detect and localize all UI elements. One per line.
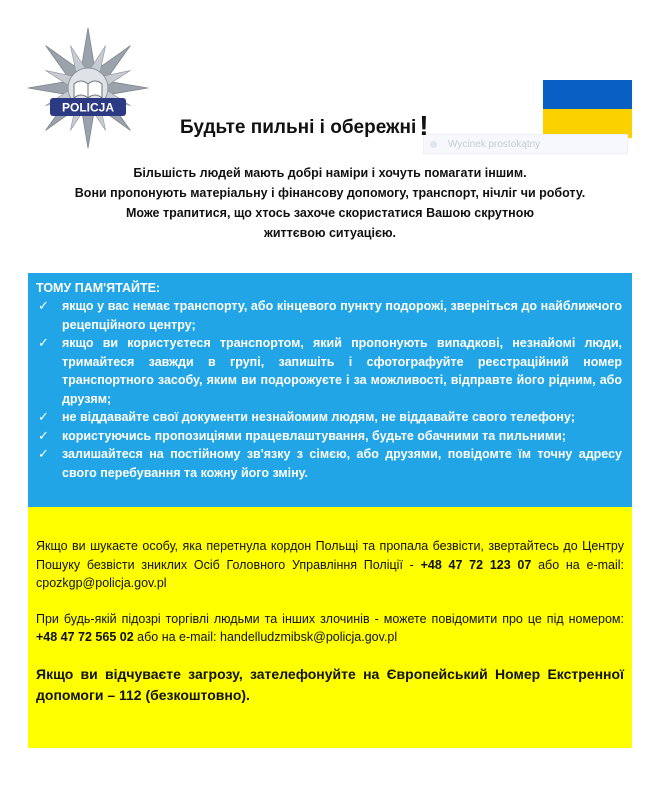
emergency-paragraph: Якщо ви відчуваєте загрозу, зателефонуйте на Європейський Номер Екстренної допомоги – 112 (безкоштовно). bbox=[36, 665, 624, 703]
headline-text: Будьте пильні і обережні bbox=[180, 117, 417, 138]
intro-line: Може трапитися, що хтось захоче скористатися Вашою скрутною життєвою ситуацією. bbox=[125, 206, 535, 240]
intro-line: Вони пропонують матеріальну і фінансову допомогу, транспорт, нічліг чи роботу. bbox=[74, 186, 586, 200]
checkmark-icon: ✓ bbox=[38, 427, 49, 443]
trafficking-text: При будь-якій підозрі торгівлі людьми та інших злочинів - можете повідомити про це під номером: bbox=[36, 611, 624, 626]
missing-person-paragraph bbox=[36, 537, 624, 593]
trafficking-email[interactable]: handelludzmibsk@policja.gov.pl bbox=[220, 630, 398, 644]
shape-label bbox=[423, 134, 628, 154]
shape-label-dot-icon bbox=[430, 141, 437, 148]
headline bbox=[180, 108, 429, 140]
intro-text bbox=[20, 163, 640, 243]
remember-list bbox=[36, 297, 622, 482]
logo-text: POLICJA bbox=[61, 100, 115, 115]
intro-line: Більшість людей мають добрі наміри і хочуть помагати іншим. bbox=[133, 166, 527, 180]
remember-box bbox=[28, 273, 632, 507]
checkmark-icon: ✓ bbox=[38, 335, 49, 350]
police-star-badge-icon bbox=[26, 26, 150, 150]
list-item bbox=[36, 427, 622, 446]
missing-person-phone: +48 47 72 123 07 bbox=[420, 557, 532, 572]
trafficking-phone: +48 47 72 565 02 bbox=[36, 630, 134, 644]
shape-label-text: Wycinek prostokątny bbox=[448, 139, 541, 150]
ukraine-flag bbox=[543, 80, 632, 138]
flag-blue-stripe bbox=[543, 80, 632, 109]
list-item bbox=[36, 445, 622, 482]
list-item bbox=[36, 297, 622, 334]
list-item-text: якщо ви користуєтеся транспортом, який пропонують випадкові, незнайомі люди, тримайтеся завжди в групі, запишіть і сфотографуйте реєстраційний номер транспортного засобу, яким ви подорожуєте і за можливості, відправте його рідним, або друзям; bbox=[62, 336, 622, 406]
police-logo bbox=[26, 26, 150, 150]
trafficking-paragraph bbox=[36, 610, 624, 647]
list-item bbox=[36, 334, 622, 408]
checkmark-icon: ✓ bbox=[38, 409, 49, 424]
list-item-text: якщо у вас немає транспорту, або кінцевого пункту подорожі, зверніться до найближчого рецепційного центру; bbox=[62, 299, 622, 332]
list-item-text: не віддавайте свої документи незнайомим людям, не віддавайте свого телефону; bbox=[62, 410, 575, 424]
checkmark-icon: ✓ bbox=[38, 446, 49, 461]
list-item-text: користуючись пропозиціями працевлаштування, будьте обачними та пильними; bbox=[62, 428, 566, 443]
missing-person-email-label: або на e-mail: bbox=[538, 557, 624, 572]
checkmark-icon: ✓ bbox=[38, 298, 49, 313]
headline-exclamation: ! bbox=[419, 110, 429, 141]
list-item bbox=[36, 408, 622, 427]
trafficking-email-label: або на e-mail: bbox=[137, 630, 217, 644]
missing-person-text: Якщо ви шукаєте особу, яка перетнула кордон Польщі та пропала безвісти, звертайтесь до Центру Пошуку безвісти зниклих Осіб Головного Управління Поліції - bbox=[36, 539, 624, 572]
list-item-text: залишайтеся на постійному зв'язку з сімєю, або друзями, повідомте їм точну адресу свого перебування та кожну його зміну. bbox=[62, 447, 622, 480]
remember-title: ТОМУ ПАМ'ЯТАЙТЕ: bbox=[36, 281, 161, 295]
contact-box bbox=[28, 507, 632, 748]
missing-person-email[interactable]: cpozkgp@policja.gov.pl bbox=[36, 576, 167, 590]
